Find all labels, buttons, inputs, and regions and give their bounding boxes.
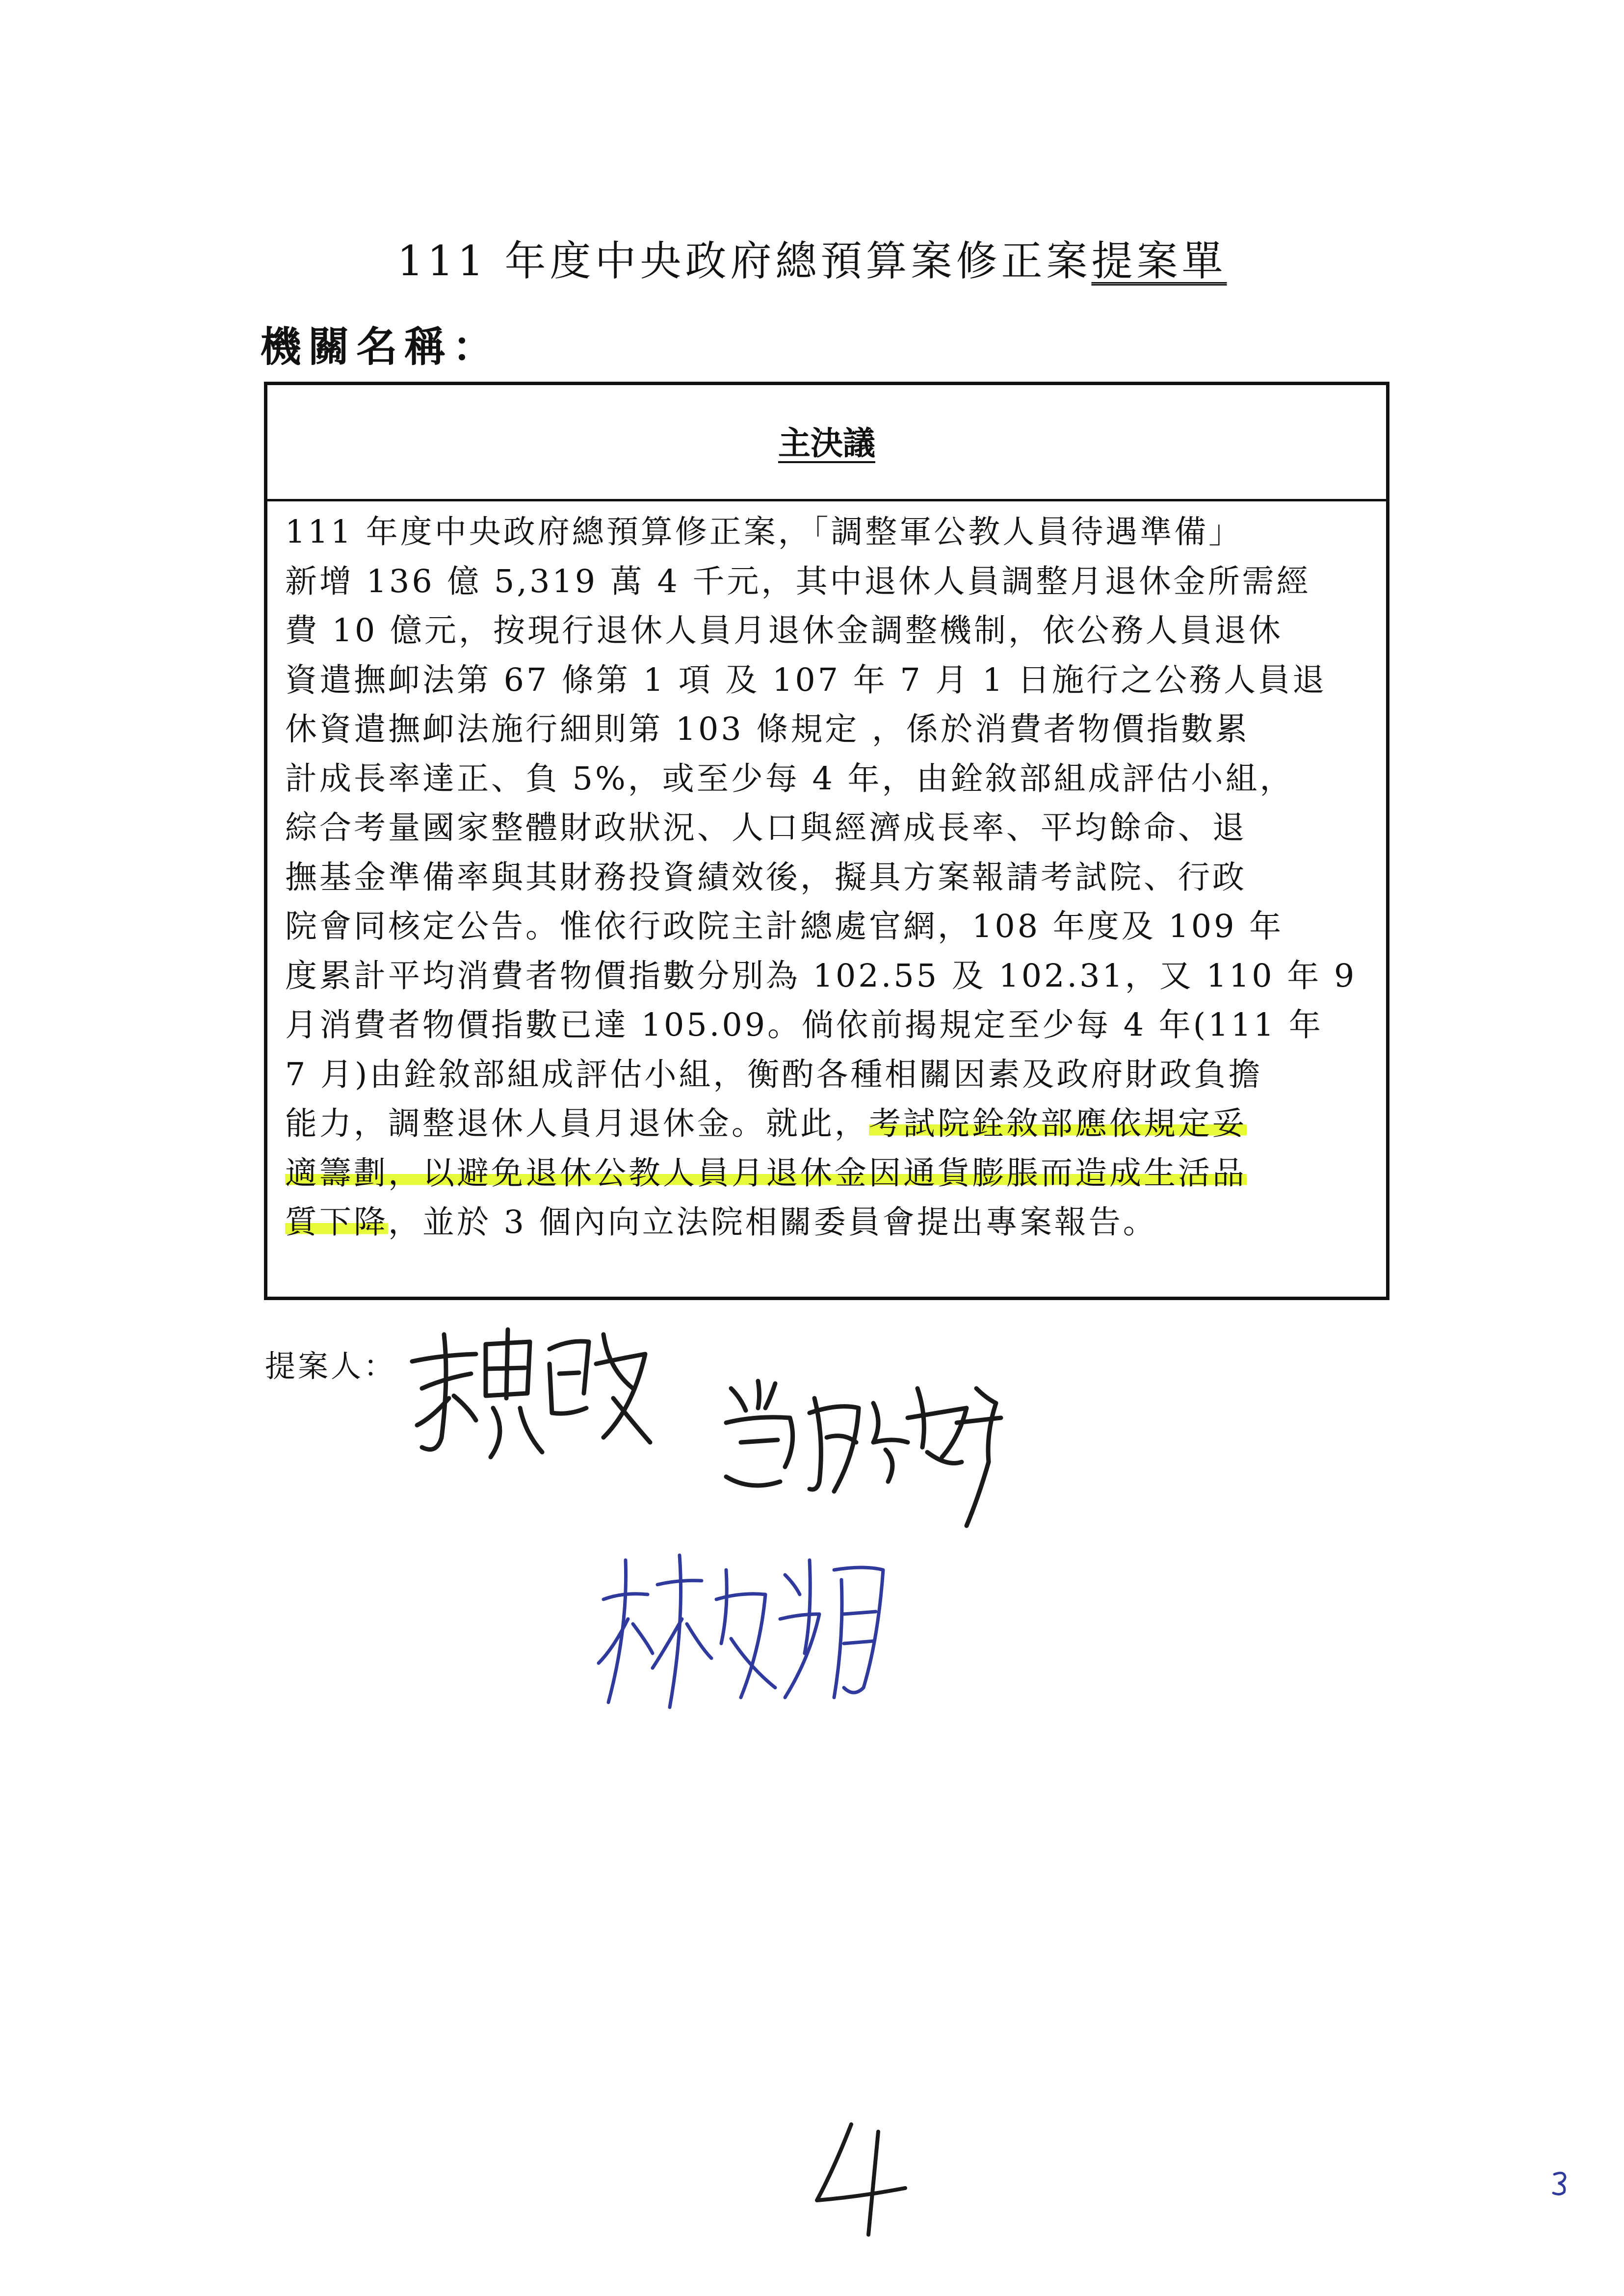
highlighted-text: 適籌劃，以避免退休公教人員月退休金因通貨膨脹而造成生活品: [285, 1154, 1247, 1192]
line-text: 能力，調整退休人員月退休金。就此，: [285, 1105, 869, 1142]
line-text: 7 月)由銓敘部組成評估小組，衡酌各種相關因素及政府財政負擔: [285, 1056, 1263, 1093]
resolution-line: [285, 656, 1374, 705]
line-text: 度累計平均消費者物價指數分別為 102.55 及 102.31，又 110 年 9: [285, 957, 1357, 994]
title-suffix: 提案單: [1091, 237, 1227, 285]
agency-name-label: 機關名稱：: [260, 323, 501, 371]
resolution-line: [285, 804, 1374, 853]
line-text: 費 10 億元，按現行退休人員月退休金調整機制，依公務人員退休: [285, 612, 1283, 649]
resolution-line: [285, 606, 1374, 656]
resolution-table: [264, 382, 1389, 1300]
corner-mark: [1550, 2168, 1570, 2198]
line-text: 綜合考量國家整體財政狀況、人口與經濟成長率、平均餘命、退: [285, 809, 1247, 846]
line-text: 撫基金準備率與其財務投資績效後，擬具方案報請考試院、行政: [285, 859, 1247, 896]
resolution-line: [285, 705, 1374, 755]
resolution-line: [285, 853, 1374, 903]
resolution-line: [285, 902, 1374, 952]
page-number: [805, 2114, 913, 2242]
resolution-line: [285, 508, 1374, 557]
line-text: 月消費者物價指數已達 105.09。倘依前揭規定至少每 4 年(111 年: [285, 1007, 1323, 1044]
signature-3: [579, 1540, 903, 1727]
resolution-line: [285, 1149, 1374, 1199]
line-text: 休資遣撫卹法施行細則第 103 條規定 ，係於消費者物價指數累: [285, 711, 1250, 748]
line-text: 院會同核定公告。惟依行政院主計總處官網，108 年度及 109 年: [285, 908, 1284, 945]
resolution-line: [285, 1050, 1374, 1100]
line-text: 計成長率達正、負 5%，或至少每 4 年，由銓敘部組成評估小組，: [285, 760, 1294, 797]
line-text: 新增 136 億 5,319 萬 4 千元，其中退休人員調整月退休金所需經: [285, 563, 1311, 600]
resolution-line: [285, 1001, 1374, 1050]
resolution-line: [285, 557, 1374, 607]
line-text: 資遣撫卹法第 67 條第 1 項 及 107 年 7 月 1 日施行之公務人員退: [285, 661, 1327, 699]
signature-1: [402, 1315, 657, 1472]
page-title: [0, 228, 1624, 287]
resolution-line: [285, 1198, 1374, 1248]
resolution-line: [285, 952, 1374, 1001]
proposer-label: 提案人：: [265, 1348, 397, 1384]
line-text: ，並於 3 個內向立法院相關委員會提出專案報告。: [388, 1204, 1157, 1241]
table-header: [267, 385, 1386, 501]
line-text: 111 年度中央政府總預算修正案，「調整軍公教人員待遇準備」: [285, 514, 1243, 550]
highlighted-text: 質下降: [285, 1204, 389, 1241]
table-header-label: 主決議: [778, 424, 875, 462]
title-main: 111 年度中央政府總預算案修正案: [397, 237, 1092, 285]
resolution-line: [285, 1099, 1374, 1149]
resolution-body: [285, 508, 1374, 1248]
resolution-line: [285, 755, 1374, 804]
signature-2: [711, 1369, 1016, 1536]
highlighted-text: 考試院銓敘部應依規定妥: [869, 1105, 1247, 1142]
